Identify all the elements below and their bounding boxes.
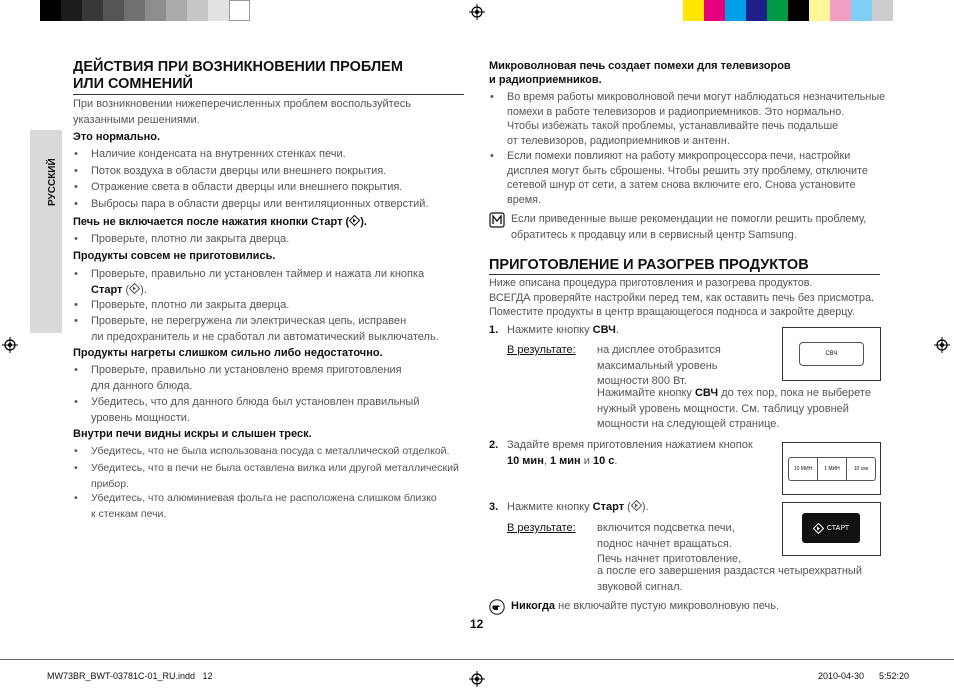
list-item: • Поток воздуха в области дверцы или внешнего покрытия. [74, 165, 387, 177]
list-item: • Проверьте, правильно ли установлен таймер и нажата ли кнопка Старт ( ). [74, 268, 425, 296]
pointing-hand-icon [489, 599, 505, 615]
start-diamond-icon [631, 500, 642, 511]
step3-result: включится подсветка печи, поднос начнет вращаться. Печь начнет приготовление, [597, 522, 742, 565]
step3-more: а после его завершения раздастся четырехкратный звуковой сигнал. [597, 565, 862, 593]
language-label: РУССКИЙ [47, 158, 58, 206]
footer-date: 2010-04-30 [818, 671, 865, 681]
note-text: Если приведенные выше рекомендации не помогли решить проблему, обратитесь к продавцу или в сервисный центр Samsung. [511, 213, 867, 241]
color-swatch [746, 0, 767, 21]
gray-color-bar [40, 0, 272, 21]
time-buttons-image [782, 442, 881, 495]
step-number: 3. [489, 501, 499, 513]
intro-text: При возникновении нижеперечисленных проблем воспользуйтесь указанными решениями. [73, 98, 411, 126]
color-swatch [40, 0, 61, 21]
title-rule [73, 94, 464, 95]
start-button-image [782, 502, 881, 556]
result-label: В результате: [507, 344, 576, 356]
registration-mark-icon [934, 337, 950, 353]
color-swatch [124, 0, 145, 21]
color-swatch [767, 0, 788, 21]
list-item: • Проверьте, не перегружена ли электрическая цепь, исправен ли предохранитель и не сработал ли автоматический выключатель. [74, 315, 439, 343]
color-swatch [872, 0, 893, 21]
list-item: • Убедитесь, что для данного блюда был установлен правильный уровень мощности. [74, 396, 420, 424]
start-diamond-icon [129, 283, 140, 294]
subhead-normal: Это нормально. [73, 131, 161, 143]
one-min-button-image: 1 МИН [818, 458, 847, 480]
color-swatch [103, 0, 124, 21]
section-title: ДЕЙСТВИЯ ПРИ ВОЗНИКНОВЕНИИ ПРОБЛЕМ ИЛИ СОМНЕНИЙ [73, 59, 403, 92]
page-number: 12 [470, 617, 484, 631]
cooking-intro: Ниже описана процедура приготовления и разогрева продуктов. ВСЕГДА проверяйте настройки перед тем, как оставить печь без присмотра. Поместите продукты в центр вращающегося подноса и закройте дверцу. [489, 277, 875, 318]
subhead-sparks: Внутри печи видны искры и слышен треск. [73, 428, 312, 440]
display-panel-image [782, 327, 881, 381]
color-swatch [704, 0, 725, 21]
list-item: • Выбросы пара в области дверцы или вентиляционных отверстий. [74, 198, 429, 210]
list-item: • Наличие конденсата на внутренних стенках печи. [74, 148, 346, 160]
list-item: • Убедитесь, что в печи не была оставлена вилка или другой металлический прибор. [74, 462, 459, 490]
color-swatch [725, 0, 746, 21]
list-item: • Проверьте, плотно ли закрыта дверца. [74, 233, 290, 245]
subhead-not-cooked: Продукты совсем не приготовились. [73, 250, 276, 262]
start-diamond-icon [349, 215, 360, 226]
list-item: • Во время работы микроволновой печи могут наблюдаться незначительные помехи в работе телевизоров и радиоприемников. Это нормально. Чтобы избежать такой проблемы, устанавливайте печь подальше от телевизоров, радиоприемников и антенн. [490, 91, 886, 147]
color-swatch [61, 0, 82, 21]
list-item: • Убедитесь, что алюминиевая фольга не расположена слишком близко к стенкам печи. [74, 492, 437, 520]
registration-mark-icon [2, 337, 18, 353]
color-swatch [187, 0, 208, 21]
list-item: • Отражение света в области дверцы или внешнего покрытия. [74, 181, 403, 193]
step1-result: на дисплее отобразится максимальный уровень мощности 800 Вт. [597, 344, 721, 387]
step-number: 1. [489, 324, 499, 336]
list-item: • Если помехи повлияют на работу микропроцессора печи, настройки дисплея могут быть сброшены. Чтобы решить эту проблему, отключите сетевой шнур от сети, а затем снова включите его. Снова установите время. [490, 150, 868, 206]
color-swatch [82, 0, 103, 21]
list-item: • Проверьте, правильно ли установлено время приготовления для данного блюда. [74, 364, 402, 392]
footer-filename: MW73BR_BWT-03781C-01_RU.indd 12 [47, 671, 213, 681]
start-diamond-icon [813, 523, 824, 534]
color-swatch [166, 0, 187, 21]
color-swatch [788, 0, 809, 21]
result-label: В результате: [507, 522, 576, 534]
color-swatch [809, 0, 830, 21]
display-screen: СВЧ [799, 342, 864, 366]
color-calibration-bar [683, 0, 915, 21]
list-item: • Проверьте, плотно ли закрыта дверца. [74, 299, 290, 311]
step3-text: Нажмите кнопку Старт ( ). [507, 501, 649, 513]
footer-rule [0, 659, 954, 660]
ten-sec-button-image: 10 сек [853, 466, 869, 472]
color-swatch [208, 0, 229, 21]
cooking-section-title: ПРИГОТОВЛЕНИЕ И РАЗОГРЕВ ПРОДУКТОВ [489, 257, 809, 273]
list-item: • Убедитесь, что не была использована посуда с металлической отделкой. [74, 445, 450, 457]
step2-text: Задайте время приготовления нажатием кнопок 10 мин, 1 мин и 10 с. [507, 439, 753, 467]
color-swatch [683, 0, 704, 21]
color-swatch [851, 0, 872, 21]
color-swatch [229, 0, 250, 21]
subhead-heating: Продукты нагреты слишком сильно либо недостаточно. [73, 347, 383, 359]
registration-mark-icon [469, 4, 485, 20]
start-label: СТАРТ [826, 524, 850, 532]
step1-text: Нажмите кнопку СВЧ. [507, 324, 619, 336]
step-number: 2. [489, 439, 499, 451]
interference-head: Микроволновая печь создает помехи для телевизоров и радиоприемников. [489, 60, 791, 86]
note-icon [489, 212, 505, 228]
registration-mark-icon [469, 671, 485, 687]
ten-min-button-image: 10 МИН [789, 458, 818, 480]
footer-time: 5:52:20 [879, 671, 910, 681]
color-swatch [145, 0, 166, 21]
color-swatch [830, 0, 851, 21]
warning-text: Никогда не включайте пустую микроволновую печь. [511, 600, 780, 612]
subhead-not-start: Печь не включается после нажатия кнопки Старт ( ). [73, 216, 367, 228]
step1-more: Нажимайте кнопку СВЧ до тех пор, пока не выберете нужный уровень мощности. См. таблицу уровней мощности на следующей странице. [597, 387, 871, 430]
title-rule [489, 274, 880, 275]
